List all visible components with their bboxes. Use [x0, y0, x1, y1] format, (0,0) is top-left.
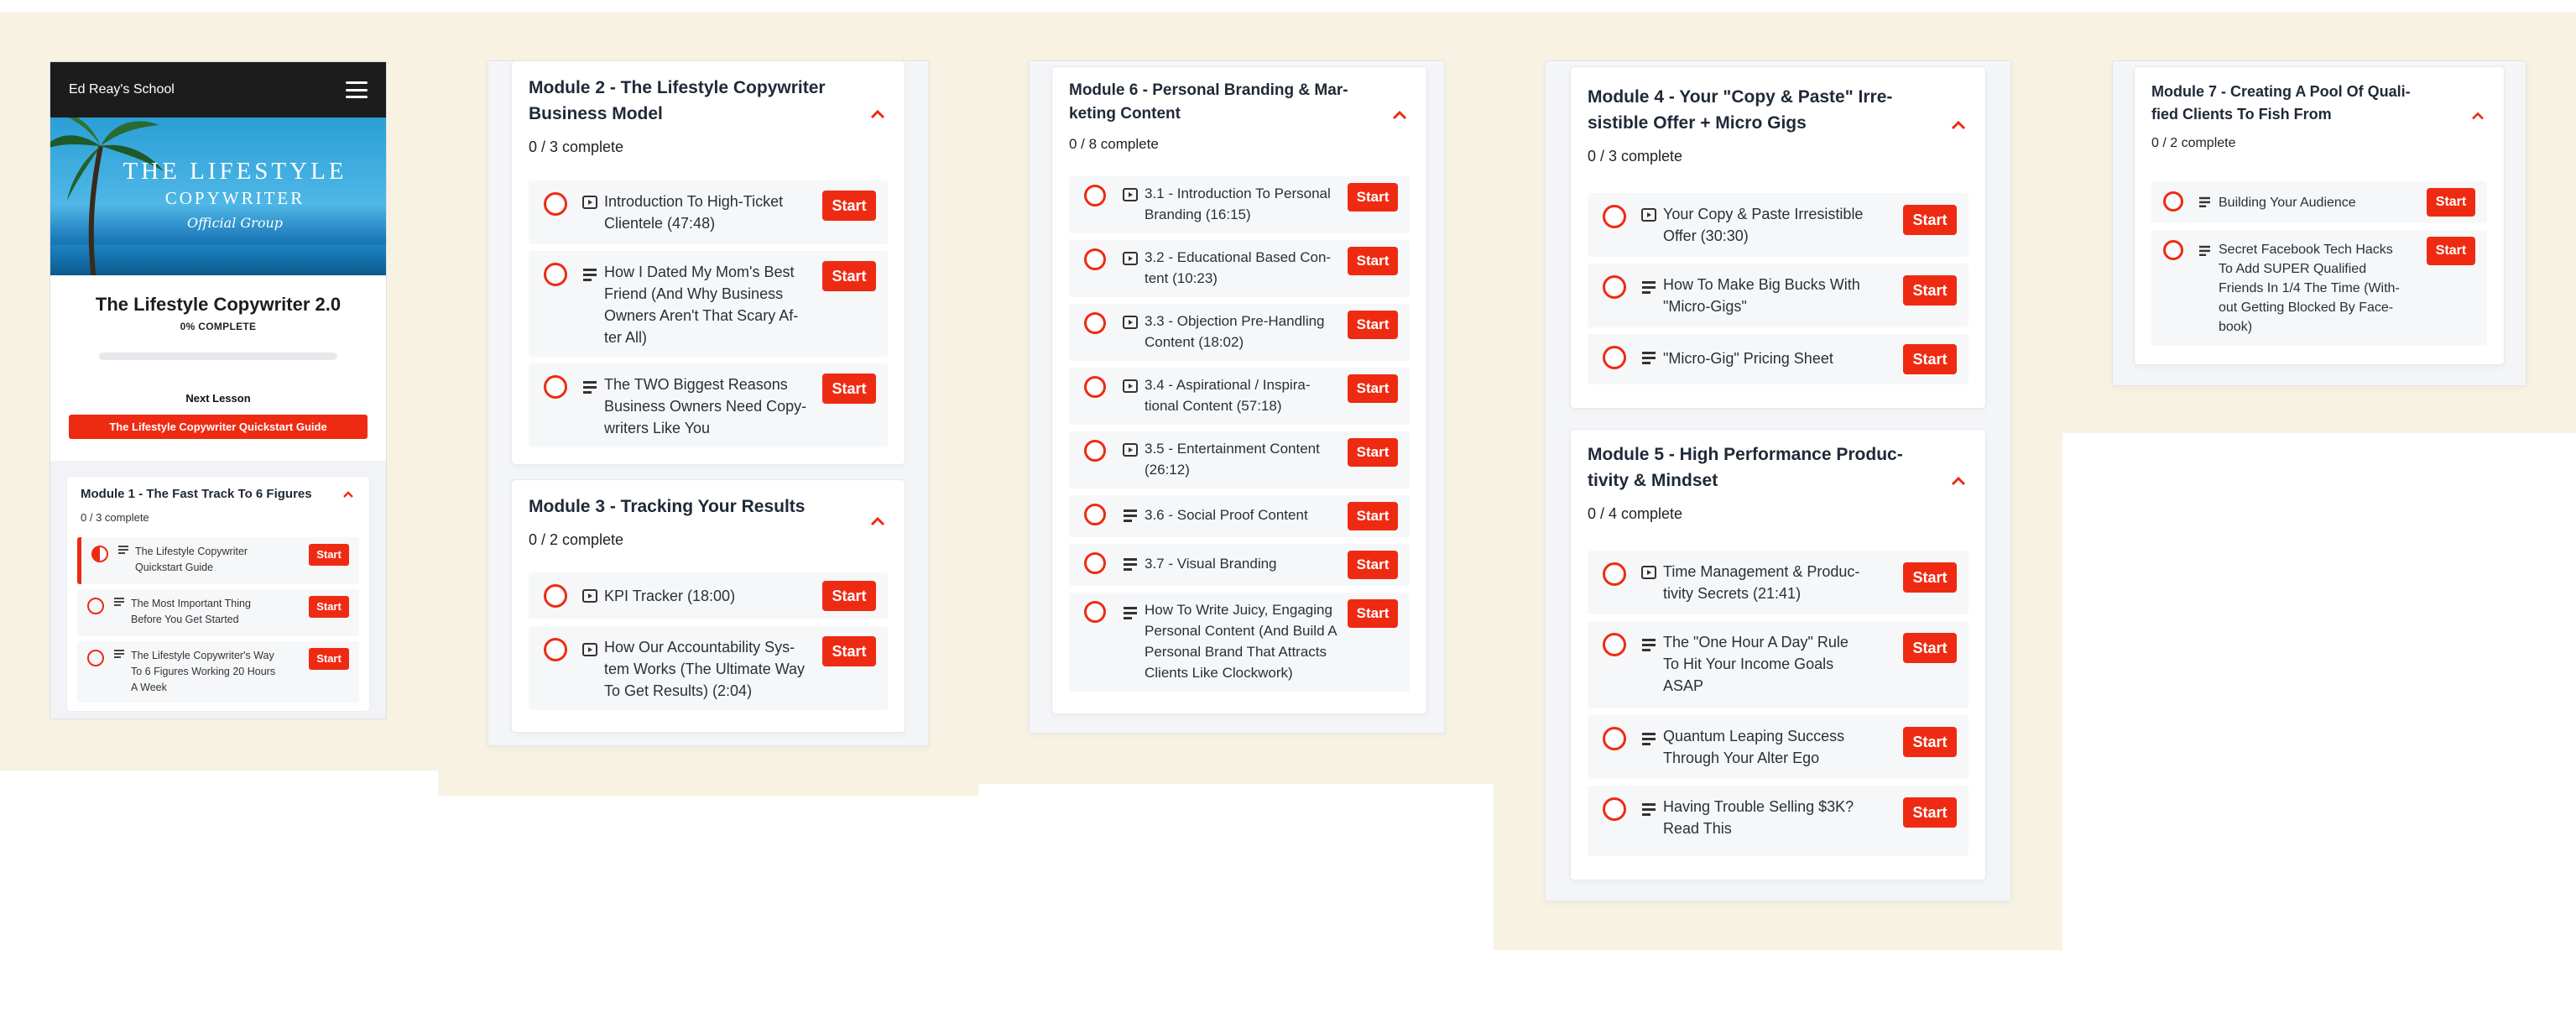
lesson-title: The Most Important Thing Before You Get Started [131, 598, 251, 625]
start-button[interactable]: Start [1903, 633, 1957, 663]
module-1-count: 0 / 3 complete [81, 511, 149, 524]
start-button[interactable]: Start [1348, 247, 1398, 275]
module-5-count: 0 / 4 complete [1588, 505, 1683, 522]
hero-script: Official Group [187, 215, 283, 231]
lesson-row[interactable] [529, 626, 888, 710]
module-4-card [1571, 67, 1985, 408]
start-button[interactable]: Start [2427, 188, 2475, 217]
start-button[interactable]: Start [1348, 183, 1398, 212]
start-button[interactable]: Start [1348, 311, 1398, 339]
lesson-title: 3.2 - Educational Based Con- tent (10:23) [1145, 249, 1332, 286]
lesson-row[interactable] [1069, 495, 1410, 537]
course-hero-image [50, 118, 386, 275]
start-button[interactable]: Start [1348, 502, 1398, 530]
start-button[interactable]: Start [309, 648, 349, 670]
module-1-card [67, 477, 369, 711]
lesson-title: How I Dated My Mom's Best Friend (And Why Business Owners Aren't That Scary Af- ter All) [604, 264, 799, 346]
lesson-row[interactable] [1069, 431, 1410, 488]
lesson-row[interactable] [1588, 551, 1969, 614]
mobile-top-bar [50, 62, 386, 118]
module-7-card [2135, 67, 2504, 364]
progress-circle-icon[interactable] [1603, 633, 1626, 656]
start-button[interactable]: Start [1903, 562, 1957, 593]
lesson-title: Having Trouble Selling $3K? Read This [1663, 798, 1854, 837]
progress-circle-icon[interactable] [1084, 601, 1106, 623]
module-7-title: Module 7 - Creating A Pool Of Quali- fied Clients To Fish From [2151, 83, 2411, 123]
chevron-up-icon[interactable] [2470, 111, 2485, 121]
chevron-up-icon[interactable] [1950, 475, 1967, 487]
lesson-row[interactable] [1588, 621, 1969, 708]
lesson-title: "Micro-Gig" Pricing Sheet [1663, 350, 1833, 367]
module-6-title: Module 6 - Personal Branding & Mar- keting Content [1069, 81, 1348, 123]
text-lesson-icon [1641, 802, 1656, 816]
lesson-title: How To Make Big Bucks With "Micro-Gigs" [1663, 276, 1860, 315]
progress-circle-icon[interactable] [1084, 504, 1106, 525]
video-lesson-icon [582, 589, 597, 603]
lesson-title: Quantum Leaping Success Through Your Alter Ego [1663, 728, 1845, 766]
progress-circle-icon[interactable] [1084, 440, 1106, 462]
module-5-title: Module 5 - High Performance Produc- tivity & Mindset [1588, 445, 1903, 490]
module-2-card [512, 61, 905, 464]
video-lesson-icon [1641, 208, 1656, 222]
progress-circle-icon[interactable] [1603, 205, 1626, 228]
text-lesson-icon [582, 380, 597, 394]
lesson-title: The Lifestyle Copywriter Quickstart Guide [135, 546, 248, 573]
start-button[interactable]: Start [1903, 275, 1957, 306]
lesson-title: How To Write Juicy, Engaging Personal Content (And Build A Personal Brand That Attracts Clients Like Clockwork) [1145, 602, 1338, 681]
text-lesson-icon [114, 650, 124, 658]
text-lesson-icon [1123, 557, 1138, 571]
lesson-row[interactable] [1588, 264, 1969, 327]
module-4-title: Module 4 - Your "Copy & Paste" Irre- sistible Offer + Micro Gigs [1588, 87, 1893, 133]
module-3-count: 0 / 2 complete [529, 531, 624, 548]
module-3-title: Module 3 - Tracking Your Results [529, 497, 806, 516]
video-lesson-icon [1123, 379, 1138, 393]
lesson-title: 3.6 - Social Proof Content [1145, 507, 1308, 523]
text-lesson-icon [118, 546, 128, 554]
progress-circle-icon[interactable] [544, 638, 567, 661]
progress-circle-icon[interactable] [544, 584, 567, 608]
progress-circle-icon[interactable] [91, 546, 108, 562]
module-2-title: Module 2 - The Lifestyle Copywriter Business Model [529, 78, 826, 123]
start-button[interactable]: Start [2427, 237, 2475, 265]
module-6-count: 0 / 8 complete [1069, 136, 1159, 152]
progress-circle-icon[interactable] [1084, 185, 1106, 206]
start-button[interactable]: Start [1348, 438, 1398, 467]
progress-circle-icon[interactable] [544, 192, 567, 216]
chevron-up-icon[interactable] [342, 490, 354, 499]
progress-circle-icon[interactable] [1603, 562, 1626, 586]
text-lesson-icon [114, 598, 124, 606]
module-4-count: 0 / 3 complete [1588, 148, 1683, 165]
lesson-row[interactable] [77, 641, 359, 703]
lesson-row[interactable] [529, 572, 888, 619]
lesson-row[interactable] [529, 180, 888, 244]
progress-circle-icon[interactable] [1084, 248, 1106, 270]
lesson-title: 3.5 - Entertainment Content (26:12) [1145, 441, 1320, 478]
lesson-title: Building Your Audience [2219, 196, 2356, 210]
next-lesson-label: Next Lesson [185, 392, 251, 405]
text-lesson-icon [2198, 196, 2211, 207]
chevron-up-icon[interactable] [1391, 109, 1408, 121]
start-button[interactable]: Start [1348, 551, 1398, 579]
start-button[interactable]: Start [1903, 797, 1957, 828]
lesson-row[interactable] [1069, 304, 1410, 361]
lesson-title: 3.7 - Visual Branding [1145, 556, 1277, 572]
text-lesson-icon [1641, 351, 1656, 364]
text-lesson-icon [1123, 509, 1138, 522]
start-button[interactable]: Start [1903, 205, 1957, 235]
chevron-up-icon[interactable] [869, 108, 886, 120]
progress-circle-icon[interactable] [544, 375, 567, 399]
start-button[interactable]: Start [822, 581, 876, 611]
lesson-title: The Lifestyle Copywriter's Way To 6 Figures Working 20 Hours A Week [131, 650, 276, 693]
lesson-title: Introduction To High-Ticket Clientele (47:48) [604, 193, 784, 232]
video-lesson-icon [582, 196, 597, 209]
progress-circle-icon[interactable] [1603, 797, 1626, 821]
start-button[interactable]: Start [309, 596, 349, 618]
lesson-title: 3.1 - Introduction To Personal Branding (16:15) [1145, 185, 1331, 222]
progress-circle-icon[interactable] [87, 598, 104, 614]
progress-circle-icon[interactable] [1084, 312, 1106, 334]
module-7-count: 0 / 2 complete [2151, 136, 2236, 150]
video-lesson-icon [1123, 316, 1138, 329]
lesson-row[interactable] [1069, 368, 1410, 425]
school-name[interactable]: Ed Reay's School [69, 82, 175, 97]
start-button[interactable]: Start [822, 261, 876, 291]
video-lesson-icon [1123, 188, 1138, 201]
module-1-title: Module 1 - The Fast Track To 6 Figures [81, 487, 312, 501]
progress-circle-icon[interactable] [2163, 240, 2183, 260]
progress-circle-icon[interactable] [544, 263, 567, 286]
hero-subtitle: COPYWRITER [164, 188, 305, 208]
lesson-row[interactable] [77, 589, 359, 636]
lesson-row[interactable] [1588, 786, 1969, 856]
start-button[interactable]: Start [822, 636, 876, 666]
chevron-up-icon[interactable] [869, 515, 886, 527]
start-button[interactable]: Start [1348, 599, 1398, 628]
course-progress-bar [99, 353, 337, 360]
progress-circle-icon[interactable] [1603, 275, 1626, 299]
module-2-count: 0 / 3 complete [529, 138, 624, 155]
course-title: The Lifestyle Copywriter 2.0 [95, 294, 342, 315]
lesson-row[interactable] [2151, 230, 2487, 346]
video-lesson-icon [1641, 566, 1656, 579]
lesson-row[interactable] [2151, 181, 2487, 223]
start-button[interactable]: Start [309, 544, 349, 566]
video-lesson-icon [1123, 443, 1138, 457]
lesson-row[interactable] [1588, 334, 1969, 384]
lesson-title: Secret Facebook Tech Hacks To Add SUPER Qualified Friends In 1/4 The Time (With- out Getting Blocked By Face- book) [2219, 243, 2400, 334]
start-button[interactable]: Start [822, 374, 876, 404]
lesson-row[interactable] [77, 537, 359, 584]
module-6-card [1052, 67, 1426, 713]
text-lesson-icon [1641, 732, 1656, 745]
chevron-up-icon[interactable] [1950, 119, 1967, 131]
hero-title: THE LIFESTYLE [123, 158, 347, 185]
lesson-title: KPI Tracker (18:00) [604, 588, 736, 604]
text-lesson-icon [1641, 280, 1656, 294]
lesson-title: The TWO Biggest Reasons Business Owners Need Copy- writers Like You [604, 376, 807, 436]
lesson-title: How Our Accountability Sys- tem Works (The Ultimate Way To Get Results) (2:04) [604, 639, 806, 699]
progress-circle-icon[interactable] [1084, 552, 1106, 574]
lesson-title: The "One Hour A Day" Rule To Hit Your Income Goals ASAP [1663, 634, 1849, 694]
progress-circle-icon[interactable] [1084, 376, 1106, 398]
video-lesson-icon [582, 643, 597, 656]
start-button[interactable]: Start [1903, 344, 1957, 374]
lesson-row[interactable] [1069, 544, 1410, 586]
lesson-row[interactable] [529, 363, 888, 447]
lesson-title: Time Management & Produc- tivity Secrets (21:41) [1663, 563, 1860, 602]
lesson-row[interactable] [1588, 715, 1969, 779]
mobile-course-body [50, 275, 386, 719]
lesson-row[interactable] [1069, 176, 1410, 233]
lesson-title: 3.4 - Aspirational / Inspira- tional Content (57:18) [1145, 377, 1311, 414]
progress-circle-icon[interactable] [87, 650, 104, 666]
start-button[interactable]: Start [1348, 374, 1398, 403]
hamburger-icon[interactable] [346, 81, 368, 98]
video-lesson-icon [1123, 252, 1138, 265]
text-lesson-icon [582, 268, 597, 281]
lesson-row[interactable] [1069, 240, 1410, 297]
next-lesson-button[interactable]: The Lifestyle Copywriter Quickstart Guide [69, 415, 368, 439]
lesson-row[interactable] [529, 251, 888, 357]
course-complete: 0% COMPLETE [180, 321, 257, 332]
lesson-title: 3.3 - Objection Pre-Handling Content (18:02) [1145, 313, 1325, 350]
module-3-card [512, 480, 905, 732]
text-lesson-icon [1123, 606, 1138, 619]
lesson-row[interactable] [1588, 193, 1969, 257]
module-5-card [1571, 430, 1985, 880]
progress-circle-icon[interactable] [1603, 346, 1626, 369]
lesson-row[interactable] [1069, 593, 1410, 692]
mobile-screenshot [50, 61, 387, 719]
progress-circle-icon[interactable] [2163, 191, 2183, 212]
text-lesson-icon [1641, 638, 1656, 651]
lesson-title: Your Copy & Paste Irresistible Offer (30:30) [1663, 206, 1864, 244]
progress-circle-icon[interactable] [1603, 727, 1626, 750]
start-button[interactable]: Start [1903, 727, 1957, 757]
text-lesson-icon [2198, 245, 2211, 256]
start-button[interactable]: Start [822, 191, 876, 221]
